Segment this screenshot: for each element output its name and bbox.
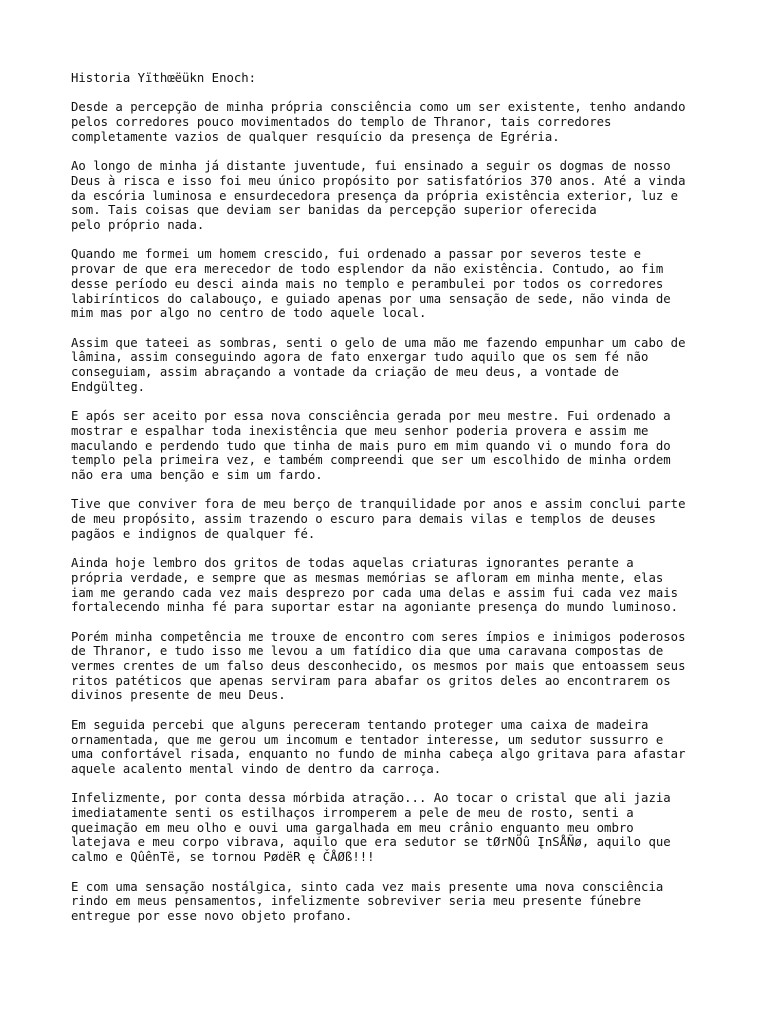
paragraph-5: E após ser aceito por essa nova consciência gerada por meu mestre. Fui ordenado a mostrar e espalhar toda inexistência que meu senhor poderia provera e assim me maculando e perdendo tudo que tinha de mais puro em mim quando vi o mundo fora do templo pela primeira vez, e também compreendi que ser um escolhido de minha ordem não era uma benção e sim um fardo. bbox=[71, 409, 671, 482]
paragraph-7: Ainda hoje lembro dos gritos de todas aquelas criaturas ignorantes perante a própria verdade, e sempre que as mesmas memórias se afloram em minha mente, elas iam me gerando cada vez mais desprezo por cada uma delas e assim fui cada vez mais fortalecendo minha fé para suportar estar na agoniante presença do mundo luminoso. bbox=[71, 556, 679, 615]
paragraph-3: Quando me formei um homem crescido, fui ordenado a passar por severos teste e provar de que era merecedor de todo esplendor da não existência. Contudo, ao fim desse período eu desci ainda mais no templo e perambulei por todos os corredores labirínticos do calabouço, e guiado apenas por uma sensação de sede, não vinda de mim mas por algo no centro de todo aquele local. bbox=[71, 247, 671, 321]
document-page bbox=[71, 71, 711, 924]
paragraph-11: E com uma sensação nostálgica, sinto cada vez mais presente uma nova consciência rindo em meus pensamentos, infelizmente sobreviver seria meu presente fúnebre entregue por esse novo objeto profano. bbox=[71, 879, 664, 923]
paragraph-8: Porém minha competência me trouxe de encontro com seres ímpios e inimigos poderosos de Thranor, e tudo isso me levou a um fatídico dia que uma caravana compostas de vermes crentes de um falso deus desconhecido, os mesmos por mais que entoassem seus ritos patéticos que apenas serviram para abafar os gritos deles ao encontrarem os divinos presente de meu Deus. bbox=[71, 629, 686, 703]
document-title: Historia Yïthœëükn Enoch: bbox=[71, 71, 257, 85]
paragraph-9: Em seguida percebi que alguns pereceram tentando proteger uma caixa de madeira ornamentada, que me gerou um incomum e tentador interesse, um sedutor sussurro e uma confortável risada, enquanto no fundo de minha cabeça algo gritava para afastar aquele acalento mental vindo de dentro da carroça. bbox=[71, 717, 686, 776]
paragraph-4: Assim que tateei as sombras, senti o gelo de uma mão me fazendo empunhar um cabo de lâmina, assim conseguindo agora de fato enxergar tudo aquilo que os sem fé não conseguiam, assim abraçando a vontade da criação de meu deus, a vontade de Endgülteg. bbox=[71, 335, 686, 394]
paragraph-1: Desde a percepção de minha própria consciência como um ser existente, tenho andando pelos corredores pouco movimentados do templo de Thranor, tais corredores completamente vazios de qualquer resquício da presença de Egréria. bbox=[71, 100, 686, 144]
paragraph-2: Ao longo de minha já distante juventude, fui ensinado a seguir os dogmas de nosso Deus à risca e isso foi meu único propósito por satisfatórios 370 anos. Até a vinda da escória luminosa e ensurdecedora presença da própria existência exterior, luz e som. Tais coisas que deviam ser banidas da percepção superior oferecida pelo próprio nada. bbox=[71, 159, 686, 232]
paragraph-10: Infelizmente, por conta dessa mórbida atração... Ao tocar o cristal que ali jazia imediatamente senti os estilhaços irromperem a pele de meu de rosto, senti a queimação em meu olho e ouvi uma gargalhada em meu crânio enquanto meu ombro latejava e meu corpo vibrava, aquilo que era sedutor se tØrNÖû ĮnSÅÑø, aquilo que calmo e QûênTë, se tornou PødëR ę ČÅØß!!! bbox=[71, 791, 671, 865]
paragraph-6: Tive que conviver fora de meu berço de tranquilidade por anos e assim conclui parte de meu propósito, assim trazendo o escuro para demais vilas e templos de deuses pagãos e indignos de qualquer fé. bbox=[71, 497, 686, 541]
